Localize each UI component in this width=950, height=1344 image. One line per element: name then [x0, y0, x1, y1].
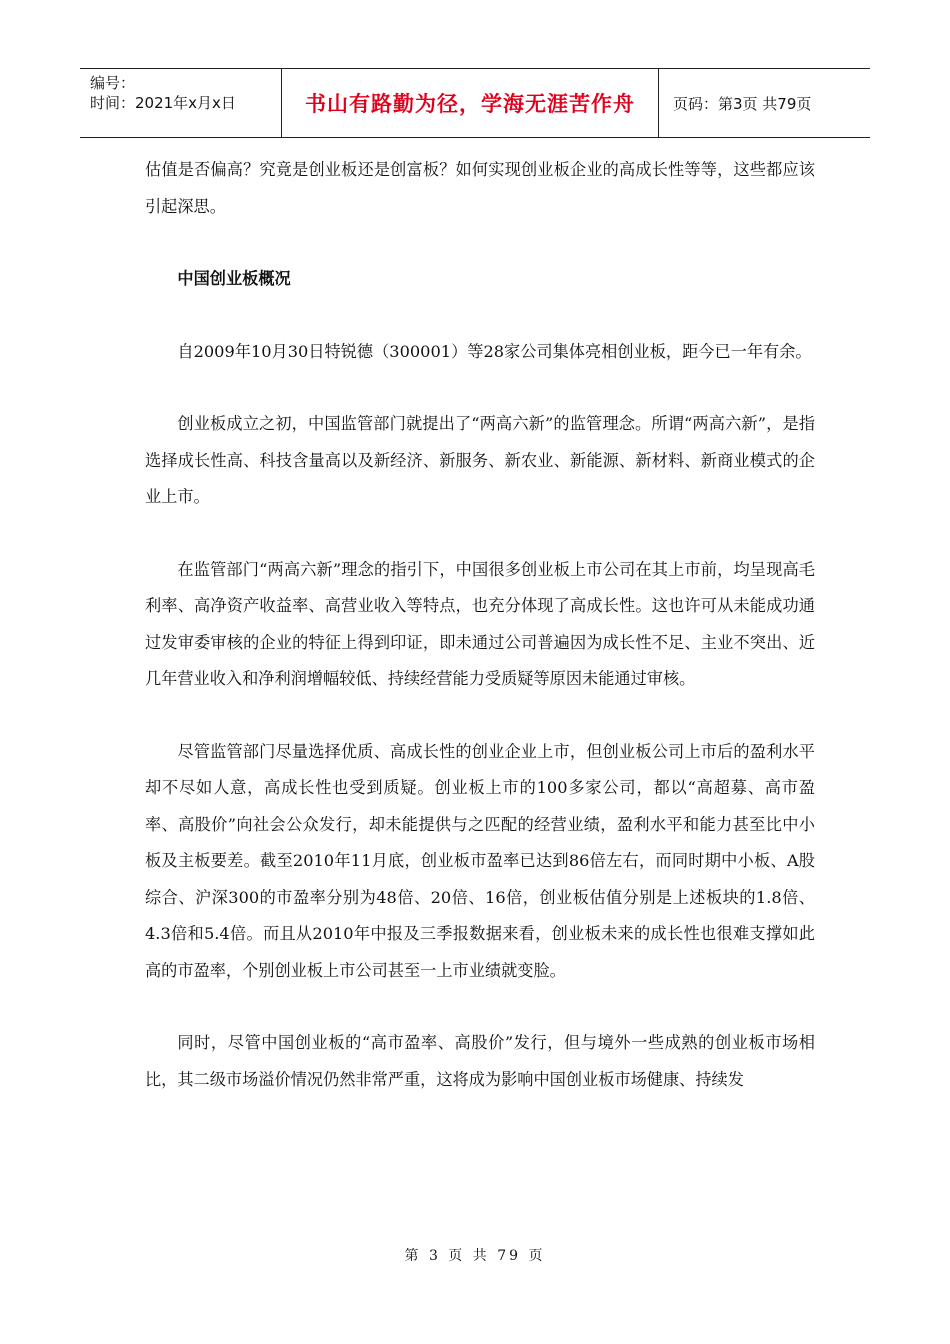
- document-body: [145, 152, 815, 1134]
- paragraph: 同时，尽管中国创业板的“高市盈率、高股价”发行，但与境外一些成熟的创业板市场相比，其二级市场溢价情况仍然非常严重，这将成为影响中国创业板市场健康、持续发: [145, 1033, 815, 1089]
- paragraph: 自2009年10月30日特锐德（300001）等28家公司集体亮相创业板，距今已一年有余。: [177, 341, 812, 361]
- header-page-info: 页码：第3页 共79页: [673, 94, 812, 113]
- section-heading: 中国创业板概况: [177, 269, 291, 288]
- header-motto: 书山有路勤为径，学海无涯苦作舟: [282, 69, 659, 137]
- paragraph: 在监管部门“两高六新”理念的指引下，中国很多创业板上市公司在其上市前，均呈现高毛利率、高净资产收益率、高营业收入等特点，也充分体现了高成长性。这也许可从未能成功通过发审委审核的企业的特征上得到印证，即未通过公司普遍因为成长性不足、主业不突出、近几年营业收入和净利润增幅较低、持续经营能力受质疑等原因未能通过审核。: [145, 559, 815, 688]
- page-footer: 第 3 页 共 79 页: [404, 1248, 546, 1264]
- page-header: [80, 68, 870, 138]
- number-label: 编号：: [90, 74, 136, 92]
- time-label: 时间：2021年x月x日: [90, 94, 236, 112]
- paragraph: 创业板成立之初，中国监管部门就提出了“两高六新”的监管理念。所谓“两高六新”，是指选择成长性高、科技含量高以及新经济、新服务、新农业、新能源、新材料、新商业模式的企业上市。: [145, 414, 815, 506]
- paragraph: 估值是否偏高？究竟是创业板还是创富板？如何实现创业板企业的高成长性等等，这些都应该引起深思。: [145, 160, 815, 216]
- header-meta: [80, 69, 282, 137]
- paragraph: 尽管监管部门尽量选择优质、高成长性的创业企业上市，但创业板公司上市后的盈利水平却不尽如人意，高成长性也受到质疑。创业板上市的100多家公司，都以“高超募、高市盈率、高股价”向社会公众发行，却未能提供与之匹配的经营业绩，盈利水平和能力甚至比中小板及主板要差。截至2010年11月底，创业板市盈率已达到86倍左右，而同时期中小板、A股综合、沪深300的市盈率分别为48倍、20倍、16倍，创业板估值分别是上述板块的1.8倍、4.3倍和5.4倍。而且从2010年中报及三季报数据来看，创业板未来的成长性也很难支撑如此高的市盈率，个别创业板上市公司甚至一上市业绩就变脸。: [145, 741, 815, 980]
